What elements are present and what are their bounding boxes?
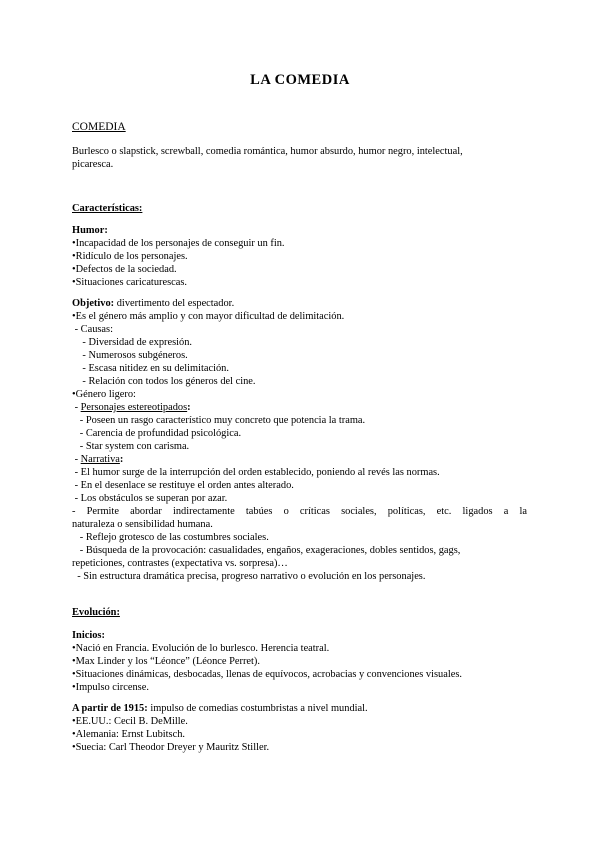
personajes-heading xyxy=(72,401,191,414)
a-partir-item: •EE.UU.: Cecil B. DeMille. xyxy=(72,716,188,727)
narrativa-item: naturaleza o sensibilidad humana. xyxy=(72,519,213,530)
objetivo-item: - Causas: xyxy=(72,324,113,335)
narrativa-label: Narrativa xyxy=(80,454,120,465)
objetivo-item: •Género ligero: xyxy=(72,389,136,400)
objetivo-label: Objetivo: xyxy=(72,298,115,309)
narrativa-heading xyxy=(72,453,123,466)
evolucion-heading: Evolución: xyxy=(72,607,120,618)
inicios-item: •Impulso circense. xyxy=(72,682,149,693)
narrativa-item: - Sin estructura dramática precisa, progreso narrativo o evolución en los personajes. xyxy=(72,571,426,582)
humor-item: •Ridículo de los personajes. xyxy=(72,251,188,262)
comedia-heading: COMEDIA xyxy=(72,121,126,133)
a-partir-line xyxy=(72,702,368,715)
objetivo-item: - Relación con todos los géneros del cine. xyxy=(72,376,256,387)
narrativa-item: - El humor surge de la interrupción del orden establecido, poniendo al revés las normas. xyxy=(72,467,440,478)
narrativa-item: - Permite abordar indirectamente tabúes o críticas sociales, políticas, etc. ligados a la xyxy=(72,506,527,517)
narrativa-item: - En el desenlace se restituye el orden antes alterado. xyxy=(72,480,294,491)
personajes-prefix: - xyxy=(72,402,81,413)
narrativa-item: - Los obstáculos se superan por azar. xyxy=(72,493,228,504)
narrativa-suffix: : xyxy=(119,454,124,465)
personajes-item: - Carencia de profundidad psicológica. xyxy=(72,428,242,439)
inicios-item: •Nació en Francia. Evolución de lo burlesco. Herencia teatral. xyxy=(72,643,330,654)
a-partir-label: A partir de 1915: xyxy=(72,703,148,714)
page-title: LA COMEDIA xyxy=(250,72,350,88)
inicios-item: •Max Linder y los “Léonce” (Léonce Perret). xyxy=(72,656,260,667)
narrativa-item: repeticiones, contrastes (expectativa vs. sorpresa)… xyxy=(72,558,288,569)
humor-item: •Defectos de la sociedad. xyxy=(72,264,177,275)
a-partir-text: impulso de comedias costumbristas a nivel mundial. xyxy=(147,703,368,714)
inicios-heading: Inicios: xyxy=(72,630,105,641)
narrativa-item: - Reflejo grotesco de las costumbres sociales. xyxy=(72,532,269,543)
humor-item: •Incapacidad de los personajes de conseguir un fin. xyxy=(72,238,285,249)
objetivo-item: - Diversidad de expresión. xyxy=(72,337,193,348)
comedia-description-line-1: Burlesco o slapstick, screwball, comedia romántica, humor absurdo, humor negro, intelectual, xyxy=(72,146,463,157)
a-partir-item: •Suecia: Carl Theodor Dreyer y Mauritz Stiller. xyxy=(72,742,270,753)
objetivo-line xyxy=(72,297,234,310)
caracteristicas-heading: Características: xyxy=(72,203,143,214)
objetivo-item: •Es el género más amplio y con mayor dificultad de delimitación. xyxy=(72,311,345,322)
personajes-label: Personajes estereotipados xyxy=(80,402,188,413)
comedia-description-line-2: picaresca. xyxy=(72,159,114,170)
narrativa-prefix: - xyxy=(72,454,81,465)
humor-heading: Humor: xyxy=(72,225,108,236)
narrativa-item: - Búsqueda de la provocación: casualidades, engaños, exageraciones, dobles sentidos, gags, xyxy=(72,545,461,556)
objetivo-item: - Numerosos subgéneros. xyxy=(72,350,188,361)
inicios-item: •Situaciones dinámicas, desbocadas, llenas de equívocos, acrobacias y convenciones visuales. xyxy=(72,669,462,680)
personajes-suffix: : xyxy=(187,402,191,413)
objetivo-item: - Escasa nitidez en su delimitación. xyxy=(72,363,229,374)
objetivo-text: divertimento del espectador. xyxy=(114,298,235,309)
personajes-item: - Poseen un rasgo característico muy concreto que potencia la trama. xyxy=(72,415,366,426)
a-partir-item: •Alemania: Ernst Lubitsch. xyxy=(72,729,186,740)
humor-item: •Situaciones caricaturescas. xyxy=(72,277,187,288)
personajes-item: - Star system con carisma. xyxy=(72,441,190,452)
